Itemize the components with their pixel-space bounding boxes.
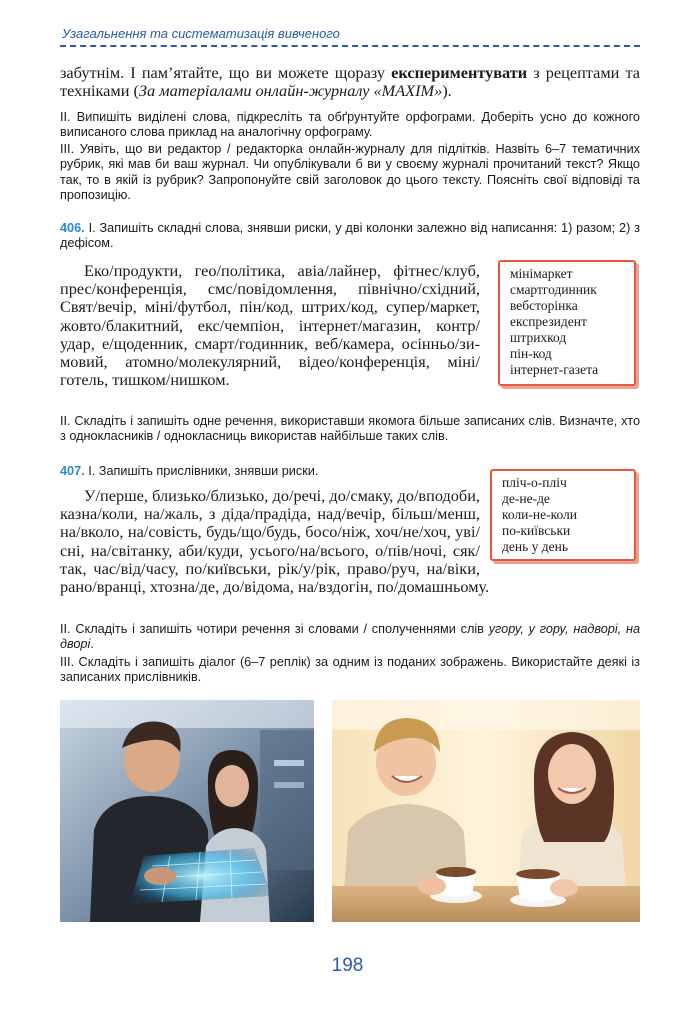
exercise-number: 407. [60,464,85,478]
running-header [60,26,640,50]
exercise-406-task-2: ІІ. Складіть і запишіть одне речення, використавши якомога більше записаних слів. Визначте, хто з однокласників / однокласниць використав найбільше таких слів. [60,414,640,444]
page-number: 198 [331,955,364,976]
sidebar-word: день у день [502,539,568,554]
task-2-top: ІІ. Випишіть виділені слова, підкресліть та обґрунтуйте орфограми. Доберіть усно до кожного виписаного слова приклад на аналогічну орфограму. [60,110,640,140]
sidebar-word: штрихкод [510,330,567,345]
exercise-406-instruction: 406. І. Запишіть складні слова, знявши риски, у дві колонки залежно від написання: 1) разом; 2) з дефісом. [60,221,640,251]
bold-word: експериментувати [391,63,528,82]
sidebar-word: вебсторінка [510,298,578,313]
header-divider [60,45,640,47]
sidebar-word: пліч-о-пліч [502,475,567,490]
exercise-407-task-2: ІІ. Складіть і запишіть чотири речення зі словами / сполученнями слів угору, у гору, надворі, на дворі. [60,622,640,652]
exercise-407-text: У/перше, близько/близько, до/речі, до/смаку, до/вподоби, казна/коли, на/жаль, з діда/прадіда, над/вечір, більш/менш, на/вколо, на/совість, будь/що/будь, босо/ніж, хоч/не/хоч, уві/сні, на/світанку, аби/куди, усього/на/всього, о/пів/ночі, сяк/так, час/від/часу, по/київськи, рік/у/рік, право/руч, на/віки, рано/вранці, хтозна/де, до/відома, на/вздогін, по/домашньому. [60,487,640,596]
sidebar-word: експрезидент [510,314,587,329]
intro-paragraph: забутнім. І пам’ятайте, що ви можете щоразу експериментувати з рецептами та техніками (За матеріалами онлайн-журналу «МАХІМ»). [60,63,640,101]
exercise-406-sidebar [498,260,636,386]
exercise-number: 406. [60,221,85,235]
sidebar-word: смартгодинник [510,282,597,297]
task-3-top: ІІІ. Уявіть, що ви редактор / редакторка онлайн-журналу для підлітків. Назвіть 6–7 тематичних рубрик, які мав би ваш журнал. Чи опублікували б ви у своєму журналі прочитаний текст? Якщо так, то в якій із рубрик? Запропонуйте свій заголовок до цього тексту. Поясніть свої відповіді та пропозицію. [60,142,640,203]
sidebar-word: де-не-де [502,491,550,506]
exercise-406-text: Еко/продукти, гео/політика, авіа/лайнер, фітнес/клуб, прес/конференція, смс/повідомлення, північно/східний, Свят/вечір, міні/футбол, пін/код, штрих/код, супер/маркет, жовто/блакитний, екс/чемпіон, інтернет/магазин, контр/удар, е/щоденник, смарт/годинник, веб/камера, осінньо/зимовий, атомно/молекулярний, відео/конференція, міні/готель, тишком/нишком. [60,261,480,390]
exercise-407-task-3: ІІІ. Складіть і запишіть діалог (6–7 реплік) за одним із поданих зображень. Використайте деякі із записаних прислівників. [60,655,640,685]
exercise-407-instruction: 407. І. Запишіть прислівники, знявши риски. [60,464,319,478]
header-title: Узагальнення та систематизація вивченого [62,26,340,41]
exercise-407-sidebar [490,469,636,561]
sidebar-word: інтернет-газета [510,362,599,377]
photo-teens-hologram [60,700,314,922]
sidebar-word: мінімаркет [510,266,573,281]
sidebar-word: пін-код [510,346,552,361]
source-reference: За матеріалами онлайн-журналу «МАХІМ» [138,81,443,101]
sidebar-word: коли-не-коли [502,507,578,522]
sidebar-word: по-київськи [502,523,571,538]
photo-teens-coffee [332,700,640,922]
